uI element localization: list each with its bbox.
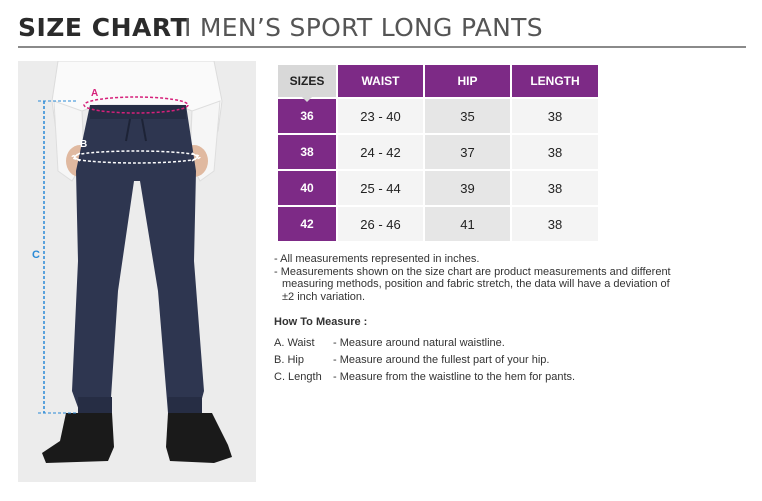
measure-label: A. Waist [274,337,315,349]
right-cuff-shape [168,397,202,415]
label-c: C [32,249,40,261]
cell-length: 38 [512,135,598,169]
table-header-row [278,65,598,97]
measure-text: - Measure around natural waistline. [333,337,505,349]
table-row [278,207,598,241]
note-units: - All measurements represented in inches. [274,253,480,265]
measure-label: B. Hip [274,354,304,366]
cell-waist: 23 - 40 [338,99,423,133]
list-item [274,369,575,386]
list-item [274,335,575,352]
cell-length: 38 [512,171,598,205]
cell-waist: 25 - 44 [338,171,423,205]
waistband-shape [90,105,186,119]
cell-hip: 37 [425,135,510,169]
cell-size: 42 [278,207,336,241]
product-photo [18,61,256,482]
header-divider [18,46,746,48]
cell-waist: 24 - 42 [338,135,423,169]
note-deviation-1: - Measurements shown on the size chart are product measurements and different [274,265,671,278]
cell-length: 38 [512,207,598,241]
page-header [18,11,746,47]
header-length: LENGTH [512,65,598,97]
cell-hip: 39 [425,171,510,205]
how-to-measure-title: How To Measure : [274,316,368,328]
table-row [278,171,598,205]
product-title: I MEN’S SPORT LONG PANTS [184,13,543,42]
measurement-diagram [18,61,256,482]
table-row [278,99,598,133]
list-item [274,352,575,369]
size-table [276,63,600,243]
measure-label: C. Length [274,371,322,383]
note-deviation-3: ±2 inch variation. [282,290,366,303]
header-sizes: SIZES [278,65,336,97]
measure-text: - Measure around the fullest part of your hip. [333,354,550,366]
size-chart-title: SIZE CHART [18,13,189,42]
header-waist: WAIST [338,65,423,97]
header-hip: HIP [425,65,510,97]
cell-hip: 41 [425,207,510,241]
cell-size: 36 [278,99,336,133]
cell-hip: 35 [425,99,510,133]
measurement-notes [274,253,744,303]
table-row [278,135,598,169]
how-to-measure [274,316,575,386]
label-b: B [80,139,88,150]
label-a: A [91,88,99,99]
measure-text: - Measure from the waistline to the hem for pants. [333,371,576,383]
cell-length: 38 [512,99,598,133]
left-cuff-shape [78,397,112,415]
note-deviation-2: measuring methods, position and fabric stretch, the data will have a deviation of [282,278,670,290]
cell-size: 40 [278,171,336,205]
cell-waist: 26 - 46 [338,207,423,241]
cell-size: 38 [278,135,336,169]
